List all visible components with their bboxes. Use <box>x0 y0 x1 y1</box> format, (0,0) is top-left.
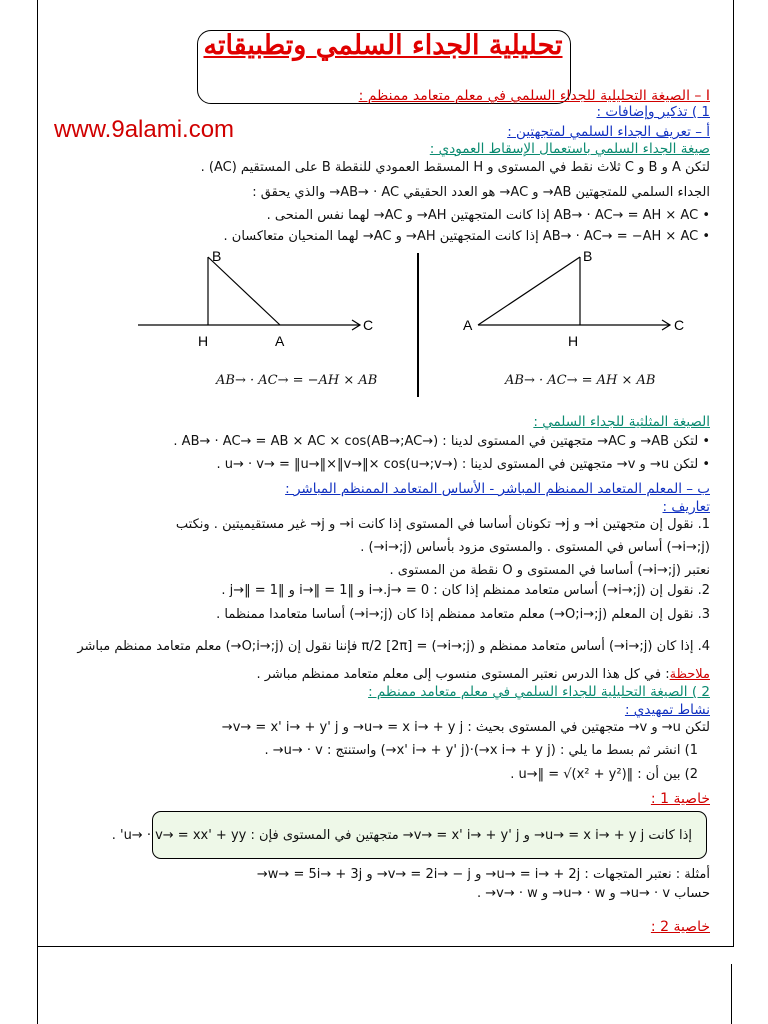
note-text: : في كل هذا الدرس نعتبر المستوى منسوب إلى معلم متعامد ممنظم مباشر . <box>256 667 670 682</box>
activity-question-2: 2) بين أن : ‖u→‖ = √(x² + y²) . <box>510 767 698 782</box>
note <box>256 667 710 682</box>
left-label-a: A <box>275 333 285 349</box>
right-label-c: C <box>674 317 685 333</box>
left-label-c: C <box>363 317 374 333</box>
right-label-h: H <box>568 333 579 349</box>
section-heading-I: I – الصيغة التحليلية للجداء السلمي في معلم متعامد ممنظم : <box>358 88 710 104</box>
property-1-text: إذا كانت u→ = x i→ + y j→ و v→ = x' i→ + y' j→ متجهتين في المستوى فإن : u→ · v→ = xx' + yy' . <box>111 828 692 843</box>
page-frame-tail-right <box>731 964 732 1024</box>
text-line-1: لتكن A و B و C ثلاث نقط في المستوى و H المسقط العمودي للنقطة B على المستقيم (AC) . <box>200 160 710 175</box>
left-label-h: H <box>198 333 209 349</box>
left-line-ba <box>208 257 280 325</box>
definitions-heading: تعاريف : <box>662 499 710 515</box>
note-label: ملاحظة <box>669 667 710 682</box>
page-title: تحليلية الجداء السلمي وتطبيقاته <box>203 30 563 61</box>
subsection-heading-2: 2 ) الصيغة التحليلية للجداء السلمي في معلم متعامد ممنظم : <box>368 684 710 700</box>
definition-2: 2. نقول إن (i→;j→) أساس متعامد ممنظم إذا كان : i→.j→ = 0 و ‖i→‖ = 1 و ‖j→‖ = 1 . <box>221 583 710 598</box>
figure-divider <box>417 253 419 397</box>
trig-bullet-2-text: لتكن u→ و v→ متجهتين في المستوى لدينا : u→ · v→ = ‖u→‖×‖v→‖× cos(u→;v→) . <box>216 457 699 472</box>
bullet-1-text: AB→ · AC→ = AH × AC إذا كانت المتجهتين AH→ و AC→ لهما نفس المنحى . <box>266 208 699 223</box>
trig-bullet-2: • لتكن u→ و v→ متجهتين في المستوى لدينا : u→ · v→ = ‖u→‖×‖v→‖× cos(u→;v→) . <box>216 457 710 472</box>
caption-left: AB→ · AC→ = −AH × AB <box>216 373 378 388</box>
activity-heading: نشاط تمهيدي : <box>624 702 710 718</box>
property-1-heading: خاصية 1 : <box>650 791 710 807</box>
trig-heading: الصيغة المثلثية للجداء السلمي : <box>533 414 710 430</box>
trig-bullet-1-text: لتكن AB→ و AC→ متجهتين في المستوى لدينا : AB→ · AC→ = AB × AC × cos(AB→;AC→) . <box>173 434 699 449</box>
text-line-2: الجداء السلمي للمتجهتين AB→ و AC→ هو العدد الحقيقي AB→ · AC→ والذي يحقق : <box>252 185 710 200</box>
subsection-heading-b: ب – المعلم المتعامد الممنظم المباشر - الأساس المتعامد الممنظم المباشر : <box>285 481 710 497</box>
bullet-1: • AB→ · AC→ = AH × AC إذا كانت المتجهتين AH→ و AC→ لهما نفس المنحى . <box>266 208 710 223</box>
projection-heading: صيغة الجداء السلمي باستعمال الإسقاط العمودي : <box>429 141 710 157</box>
caption-right: AB→ · AC→ = AH × AB <box>505 373 656 388</box>
definition-1c: نعتبر (i→;j→) أساسا في المستوى و O نقطة من المستوى . <box>389 563 710 578</box>
subsection-heading-a: أ – تعريف الجداء السلمي لمتجهتين : <box>507 124 710 140</box>
activity-question-1: 1) انشر ثم بسط ما يلي : (x i→ + y j→)·(x' i→ + y' j→) واستنتج : u→ · v→ . <box>264 743 698 758</box>
trig-bullet-1: • لتكن AB→ و AC→ متجهتين في المستوى لدينا : AB→ · AC→ = AB × AC × cos(AB→;AC→) . <box>173 434 710 449</box>
bullet-2-text: AB→ · AC→ = −AH × AC إذا كانت المتجهتين AH→ و AC→ لهما المنحيان متعاكسان . <box>223 229 699 244</box>
bullet-2: • AB→ · AC→ = −AH × AC إذا كانت المتجهتين AH→ و AC→ لهما المنحيان متعاكسان . <box>223 229 710 244</box>
definition-3: 3. نقول إن المعلم (O;i→;j→) معلم متعامد ممنظم إذا كان (i→;j→) أساسا متعامدا ممنظما . <box>216 607 710 622</box>
subsection-heading-1: 1 ) تذكير وإضافات : <box>596 104 710 120</box>
website-watermark[interactable]: www.9alami.com <box>54 116 235 143</box>
definition-1a: 1. نقول إن متجهتين i→ و j→ تكونان أساسا في المستوى إذا كانت i→ و j→ غير مستقيميتين . ونكتب <box>175 517 710 532</box>
examples-line-1: أمثلة : نعتبر المتجهات : u→ = i→ + 2j→ و v→ = 2i→ − j→ و w→ = 5i→ + 3j→ <box>256 867 710 882</box>
right-label-a: A <box>463 317 473 333</box>
property-2-heading: خاصية 2 : <box>650 919 710 935</box>
definition-1b: (i→;j→) أساس في المستوى . والمستوى مزود بأساس (i→;j→) . <box>360 540 710 555</box>
left-label-b: B <box>212 248 222 264</box>
activity-line: لتكن u→ و v→ متجهتين في المستوى بحيث : u→ = x i→ + y j→ و v→ = x' i→ + y' j→ <box>221 720 710 735</box>
definition-4: 4. إذا كان (i→;j→) أساس متعامد ممنظم و (i→;j→) = π/2 [2π] فإننا نقول إن (O;i→;j→) معلم متعامد ممنظم مباشر <box>77 639 710 654</box>
page-frame-tail-left <box>37 946 38 1024</box>
right-line-ab <box>478 257 580 325</box>
examples-line-2: حساب u→ · v→ و u→ · w→ و v→ · w→ . <box>476 886 710 901</box>
right-label-b: B <box>583 248 593 264</box>
